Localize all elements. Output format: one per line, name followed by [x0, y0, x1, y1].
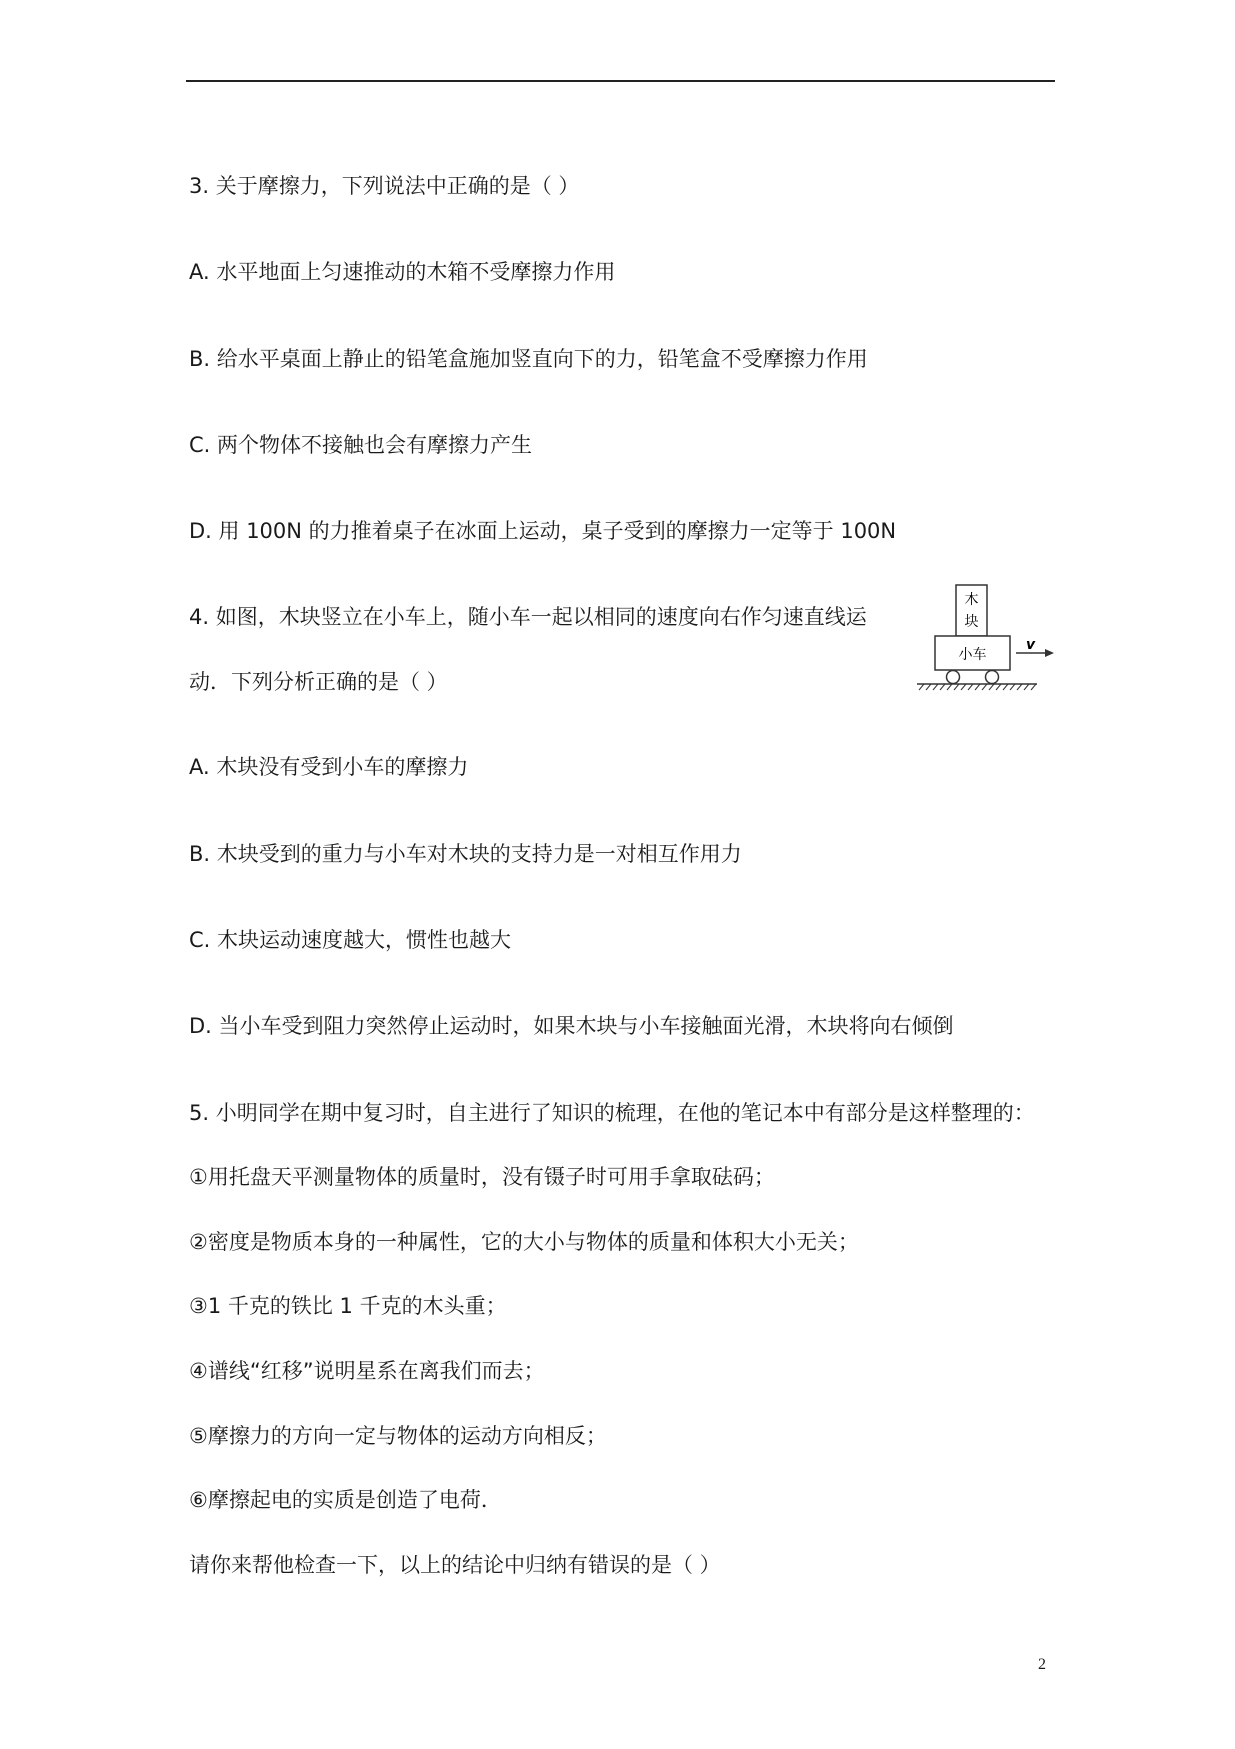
- ground-hatching: [919, 684, 1036, 690]
- q5-item-4: ④谱线“红移”说明星系在离我们而去；: [189, 1359, 545, 1383]
- q4-option-a: A. 木块没有受到小车的摩擦力: [189, 755, 469, 779]
- q4-option-d: D. 当小车受到阻力突然停止运动时，如果木块与小车接触面光滑，木块将向右倾倒: [189, 1014, 954, 1038]
- q5-item-1: ①用托盘天平测量物体的质量时，没有镊子时可用手拿取砝码；: [189, 1165, 775, 1189]
- header-rule: [186, 80, 1055, 82]
- q3-option-c: C. 两个物体不接触也会有摩擦力产生: [189, 433, 533, 457]
- q5-item-5: ⑤摩擦力的方向一定与物体的运动方向相反；: [189, 1424, 607, 1448]
- q4-stem-line1: 4. 如图，木块竖立在小车上，随小车一起以相同的速度向右作匀速直线运: [189, 605, 867, 629]
- arrow-head-icon: [1045, 649, 1054, 657]
- cart-label: 小车: [958, 647, 987, 663]
- q5-item-6: ⑥摩擦起电的实质是创造了电荷．: [189, 1488, 502, 1512]
- cart-wheel-right: [986, 671, 999, 684]
- q3-option-d: D. 用 100N 的力推着桌子在冰面上运动，桌子受到的摩擦力一定等于 100N: [189, 519, 897, 543]
- q4-option-c: C. 木块运动速度越大，惯性也越大: [189, 928, 512, 952]
- q4-stem-line2: 动．下列分析正确的是（ ）: [189, 670, 448, 694]
- q5-item-2: ②密度是物质本身的一种属性，它的大小与物体的质量和体积大小无关；: [189, 1230, 859, 1254]
- cart-wheel-left: [947, 671, 960, 684]
- velocity-label: v: [1026, 637, 1036, 653]
- q4-option-b: B. 木块受到的重力与小车对木块的支持力是一对相互作用力: [189, 842, 742, 866]
- q3-stem: 3. 关于摩擦力，下列说法中正确的是（ ）: [189, 174, 580, 198]
- q5-question: 请你来帮他检查一下，以上的结论中归纳有错误的是（ ）: [189, 1553, 721, 1577]
- block-label-2: 块: [964, 614, 979, 630]
- block-label-1: 木: [964, 592, 979, 608]
- q3-option-a: A. 水平地面上匀速推动的木箱不受摩擦力作用: [189, 260, 616, 284]
- q5-item-3: ③1 千克的铁比 1 千克的木头重；: [189, 1294, 507, 1318]
- page-number: 2: [1038, 1656, 1046, 1673]
- q3-option-b: B. 给水平桌面上静止的铅笔盒施加竖直向下的力，铅笔盒不受摩擦力作用: [189, 347, 868, 371]
- q5-stem: 5. 小明同学在期中复习时，自主进行了知识的梳理，在他的笔记本中有部分是这样整理的：: [189, 1101, 1035, 1125]
- cart-block-figure: [912, 582, 1057, 697]
